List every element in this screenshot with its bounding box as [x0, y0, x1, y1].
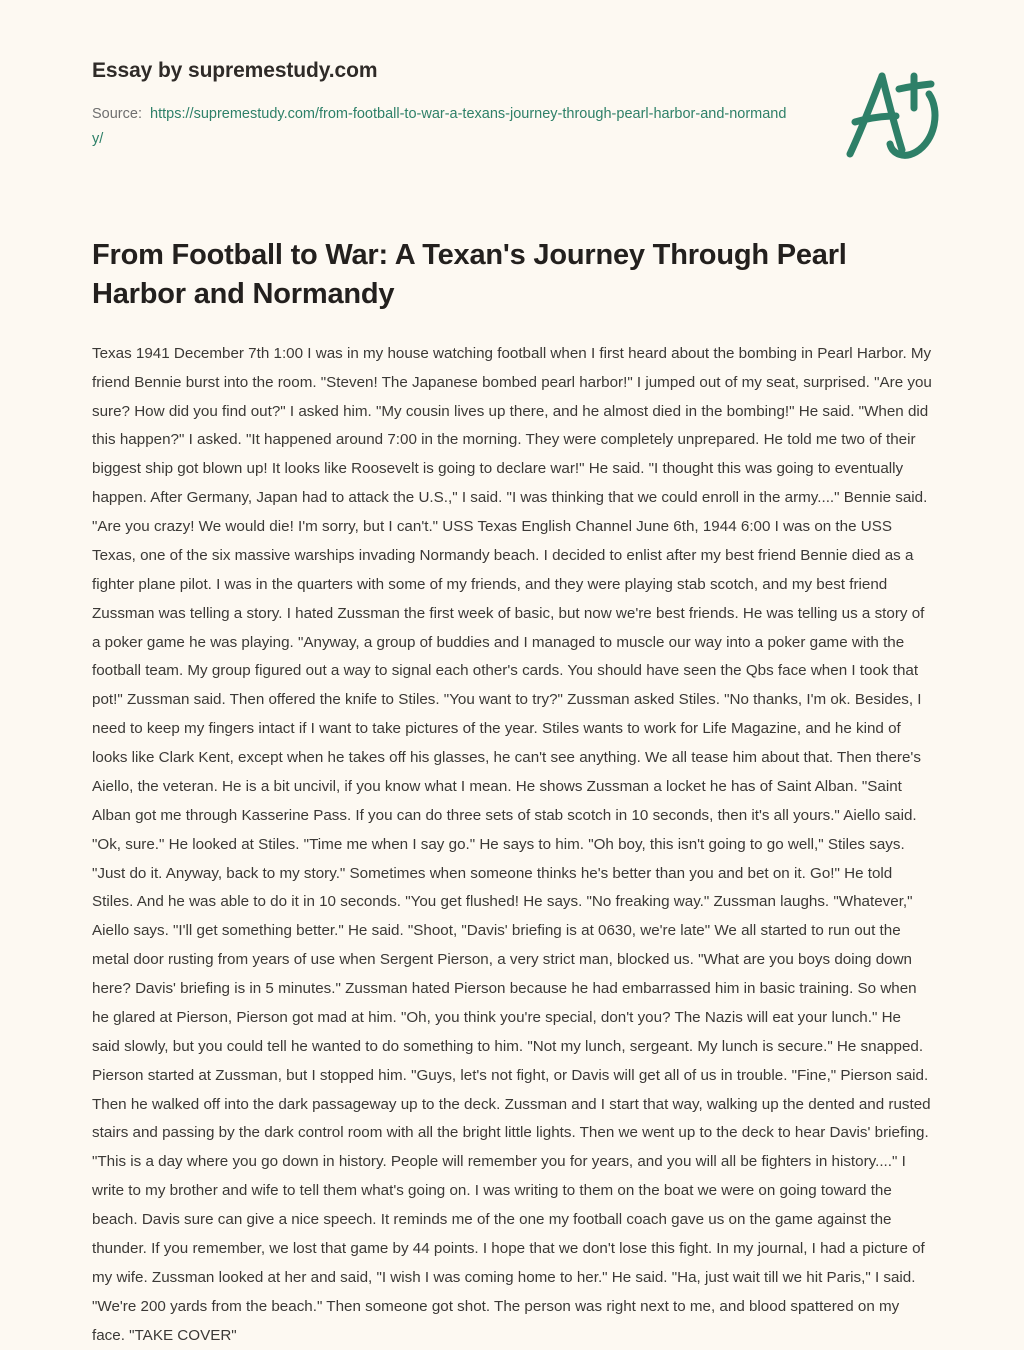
header-text-block	[92, 58, 792, 152]
a-plus-logo	[836, 62, 946, 166]
essay-byline: Essay by supremestudy.com	[92, 59, 378, 82]
source-label: Source:	[92, 106, 142, 123]
source-line	[92, 102, 792, 152]
page-title: From Football to War: A Texan's Journey Through Pearl Harbor and Normandy	[92, 239, 847, 310]
document-header	[0, 0, 1024, 152]
article-body-text: Texas 1941 December 7th 1:00 I was in my house watching football when I first heard about the bombing in Pearl Harbor. My friend Bennie burst into the room. "Steven! The Japanese bombed pearl harbor!" I jumped out of my seat, surprised. "Are you sure? How did you find out?" I asked him. "My cousin lives up there, and he almost died in the bombing!" He said. "When did this happen?" I asked. "It happened around 7:00 in the morning. They were completely unprepared. He told me two of their biggest ship got blown up! It looks like Roosevelt is going to declare war!" He said. "I thought this was going to eventually happen. After Germany, Japan had to attack the U.S.," I said. "I was thinking that we could enroll in the army...." Bennie said. "Are you crazy! We would die! I'm sorry, but I can't." USS Texas English Channel June 6th, 1944 6:00 I was on the USS Texas, one of the six massive warships invading Normandy beach. I decided to enlist after my best friend Bennie died as a fighter plane pilot. I was in the quarters with some of my friends, and they were playing stab scotch, and my best friend Zussman was telling a story. I hated Zussman the first week of basic, but now we're best friends. He was telling us a story of a poker game he was playing. "Anyway, a group of buddies and I managed to muscle our way into a poker game with the football team. My group figured out a way to signal each other's cards. You should have seen the Qbs face when I took that pot!" Zussman said. Then offered the knife to Stiles. "You want to try?" Zussman asked Stiles. "No thanks, I'm ok. Besides, I need to keep my fingers intact if I want to take pictures of the year. Stiles wants to work for Life Magazine, and he kind of looks like Clark Kent, except when he takes off his glasses, he can't see anything. We all tease him about that. Then there's Aiello, the veteran. He is a bit uncivil, if you know what I mean. He shows Zussman a locket he has of Saint Alban. "Saint Alban got me through Kasserine Pass. If you can do three sets of stab scotch in 10 seconds, then it's all yours." Aiello said. "Ok, sure." He looked at Stiles. "Time me when I say go." He says to him. "Oh boy, this isn't going to go well," Stiles says. "Just do it. Anyway, back to my story." Sometimes when someone thinks he's better than you and bet on it. Go!" He told Stiles. And he was able to do it in 10 seconds. "You get flushed! He says. "No freaking way." Zussman laughs. "Whatever," Aiello says. "I'll get something better." He said. "Shoot, "Davis' briefing is at 0630, we're late" We all started to run out the metal door rusting from years of use when Sergent Pierson, a very strict man, blocked us. "What are you boys doing down here? Davis' briefing is in 5 minutes." Zussman hated Pierson because he had embarrassed him in basic training. So when he glared at Pierson, Pierson got mad at him. "Oh, you think you're special, don't you? The Nazis will eat your lunch." He said slowly, but you could tell he wanted to do something to him. "Not my lunch, sergeant. My lunch is secure." He snapped. Pierson started at Zussman, but I stopped him. "Guys, let's not fight, or Davis will get all of us in trouble. "Fine," Pierson said. Then he walked off into the dark passageway up to the deck. Zussman and I start that way, walking up the dented and rusted stairs and passing by the dark control room with all the bright little lights. Then we went up to the deck to hear Davis' briefing. "This is a day where you go down in history. People will remember you for years, and you will all be fighters in history...." I write to my brother and wife to tell them what's going on. I was writing to them on the boat we were on going toward the beach. Davis sure can give a nice speech. It reminds me of the one my football coach gave us on the game against the thunder. If you remember, we lost that game by 44 points. I hope that we don't lose this fight. In my journal, I had a picture of my wife. Zussman looked at her and said, "I wish I was coming home to her." He said. "Ha, just wait till we hit Paris," I said. "We're 200 yards from the beach." Then someone got shot. The person was right next to me, and blood spattered on my face. "TAKE COVER"	[92, 344, 932, 1344]
article-container	[0, 152, 1024, 1350]
source-url-link[interactable]: https://supremestudy.com/from-football-to-war-a-texans-journey-through-pearl-harbor-and-normandy/	[92, 106, 787, 148]
